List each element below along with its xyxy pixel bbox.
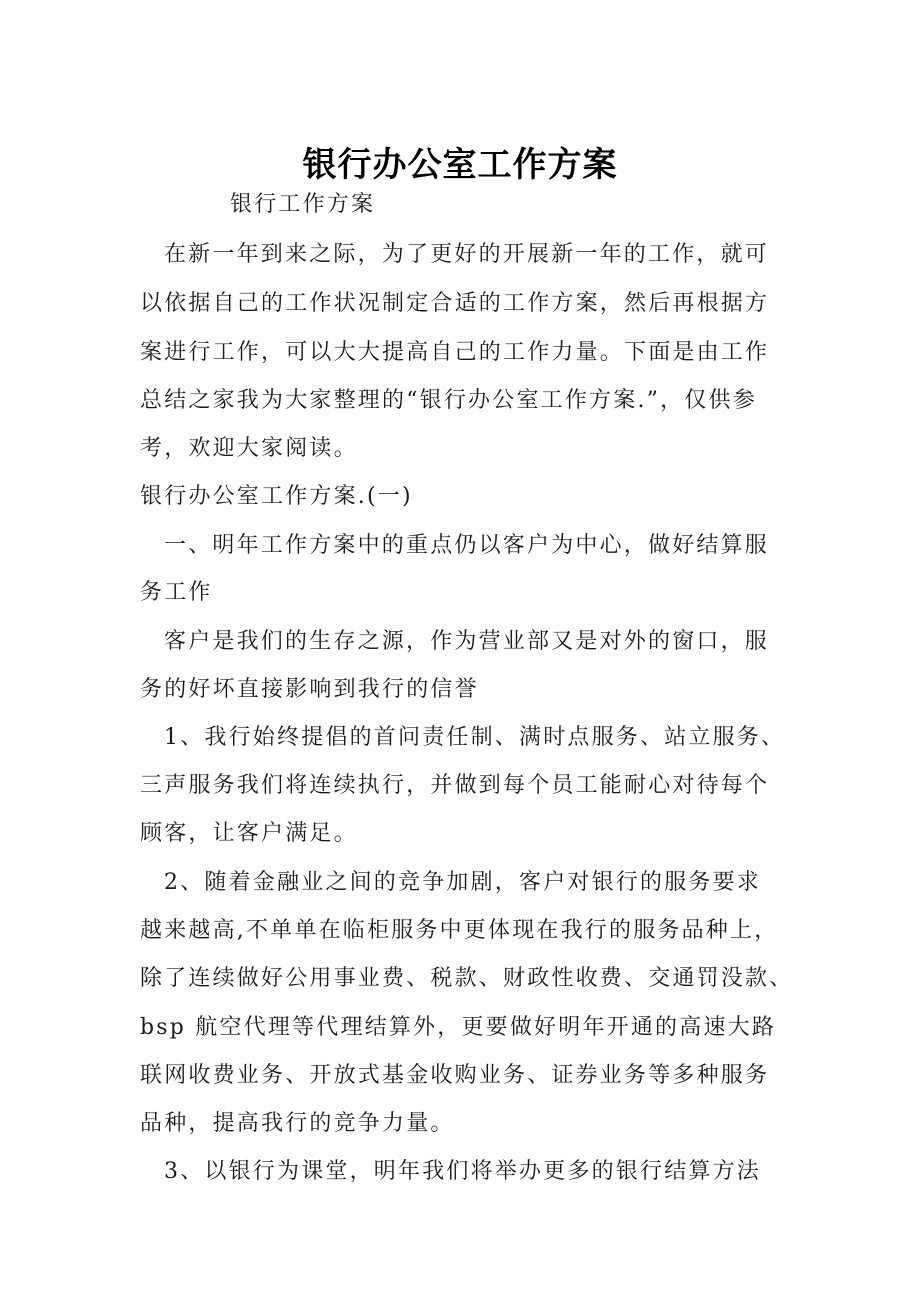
paragraph-line: 在新一年到来之际，为了更好的开展新一年的工作，就可 bbox=[164, 242, 770, 267]
paragraph-line: 联网收费业务、开放式基金收购业务、证券业务等多种服务 bbox=[140, 1063, 770, 1088]
paragraph-line: 1、我行始终提倡的首问责任制、满时点服务、站立服务、 bbox=[164, 725, 786, 750]
document-title: 银行办公室工作方案 bbox=[302, 144, 618, 185]
paragraph-line: 越来越高,不单单在临柜服务中更体现在我行的服务品种上， bbox=[140, 918, 779, 943]
paragraph-line: 2、随着金融业之间的竞争加剧，客户对银行的服务要求 bbox=[164, 870, 761, 895]
paragraph-line: 一、明年工作方案中的重点仍以客户为中心，做好结算服 bbox=[164, 533, 770, 558]
section-heading: 银行办公室工作方案.(一) bbox=[140, 484, 413, 509]
paragraph-line: 务的好坏直接影响到我行的信誉 bbox=[140, 677, 479, 702]
paragraph-line: 品种，提高我行的竞争力量。 bbox=[140, 1111, 455, 1136]
paragraph-line: 顾客，让客户满足。 bbox=[140, 821, 358, 846]
paragraph-line: 客户是我们的生存之源，作为营业部又是对外的窗口，服 bbox=[164, 629, 770, 654]
paragraph-line: 总结之家我为大家整理的“银行办公室工作方案.”，仅供参 bbox=[140, 388, 757, 413]
paragraph-line: 三声服务我们将连续执行，并做到每个员工能耐心对待每个 bbox=[140, 773, 770, 798]
paragraph-line: 3、以银行为课堂，明年我们将举办更多的银行结算方法 bbox=[164, 1159, 761, 1184]
paragraph-line: 除了连续做好公用事业费、税款、财政性收费、交通罚没款、 bbox=[140, 966, 794, 991]
paragraph-line: 考，欢迎大家阅读。 bbox=[140, 436, 358, 461]
paragraph-line: 案进行工作，可以大大提高自己的工作力量。下面是由工作 bbox=[140, 340, 770, 365]
paragraph-line: 以依据自己的工作状况制定合适的工作方案，然后再根据方 bbox=[140, 291, 770, 316]
paragraph-line: 务工作 bbox=[140, 580, 213, 605]
subtitle-line: 银行工作方案 bbox=[230, 192, 376, 217]
paragraph-line: bsp 航空代理等代理结算外，更要做好明年开通的高速大路 bbox=[140, 1015, 777, 1040]
